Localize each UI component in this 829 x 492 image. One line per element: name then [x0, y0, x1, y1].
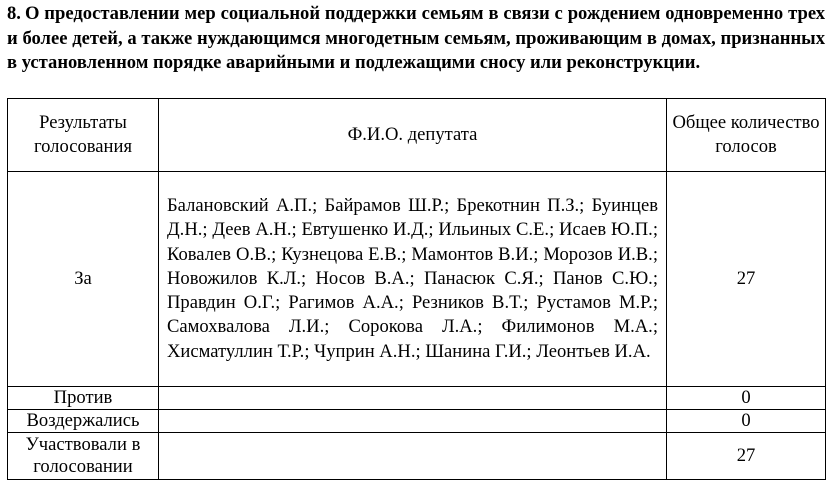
total-against: 0	[667, 387, 826, 410]
total-participated: 27	[667, 433, 826, 480]
table-row	[8, 387, 826, 410]
row-label-for: За	[8, 172, 159, 387]
row-label-against: Против	[8, 387, 159, 410]
total-abstained: 0	[667, 410, 826, 433]
deputies-list-against	[159, 387, 667, 410]
table-row	[8, 410, 826, 433]
header-results: Результаты голосования	[8, 99, 159, 172]
header-total: Общее количество голосов	[667, 99, 826, 172]
deputies-list-abstained	[159, 410, 667, 433]
table-header-row	[8, 99, 826, 172]
section-number: 8.	[7, 3, 21, 24]
total-for: 27	[667, 172, 826, 387]
deputies-list-participated	[159, 433, 667, 480]
deputies-list-for: Балановский А.П.; Байрамов Ш.Р.; Брекотнин П.З.; Буинцев Д.Н.; Деев А.Н.; Евтушенко И.Д.; Ильиных С.Е.; Исаев Ю.П.; Ковалев О.В.; Кузнецова Е.В.; Мамонтов В.И.; Морозов И.В.; Новожилов К.Л.; Носов В.А.; Панасюк С.Я.; Панов С.Ю.; Правдин О.Г.; Рагимов А.А.; Резников В.Т.; Рустамов М.Р.; Самохвалова Л.И.; Сорокова Л.А.; Филимонов М.А.; Хисматуллин Т.Р.; Чуприн А.Н.; Шанина Г.И.; Леонтьев И.А.	[159, 172, 667, 387]
row-label-participated: Участвовали в голосовании	[8, 433, 159, 480]
voting-results-table	[7, 98, 826, 480]
row-label-abstained: Воздержались	[8, 410, 159, 433]
header-deputies: Ф.И.О. депутата	[159, 99, 667, 172]
section-heading	[7, 2, 825, 76]
section-title: О предоставлении мер социальной поддержки семьям в связи с рождением одновременно трех и более детей, а также нуждающимся многодетным семьям, проживающим в домах, признанных в установленном порядке аварийными и подлежащими сносу или реконструкции.	[7, 3, 825, 73]
table-row	[8, 433, 826, 480]
table-row	[8, 172, 826, 387]
